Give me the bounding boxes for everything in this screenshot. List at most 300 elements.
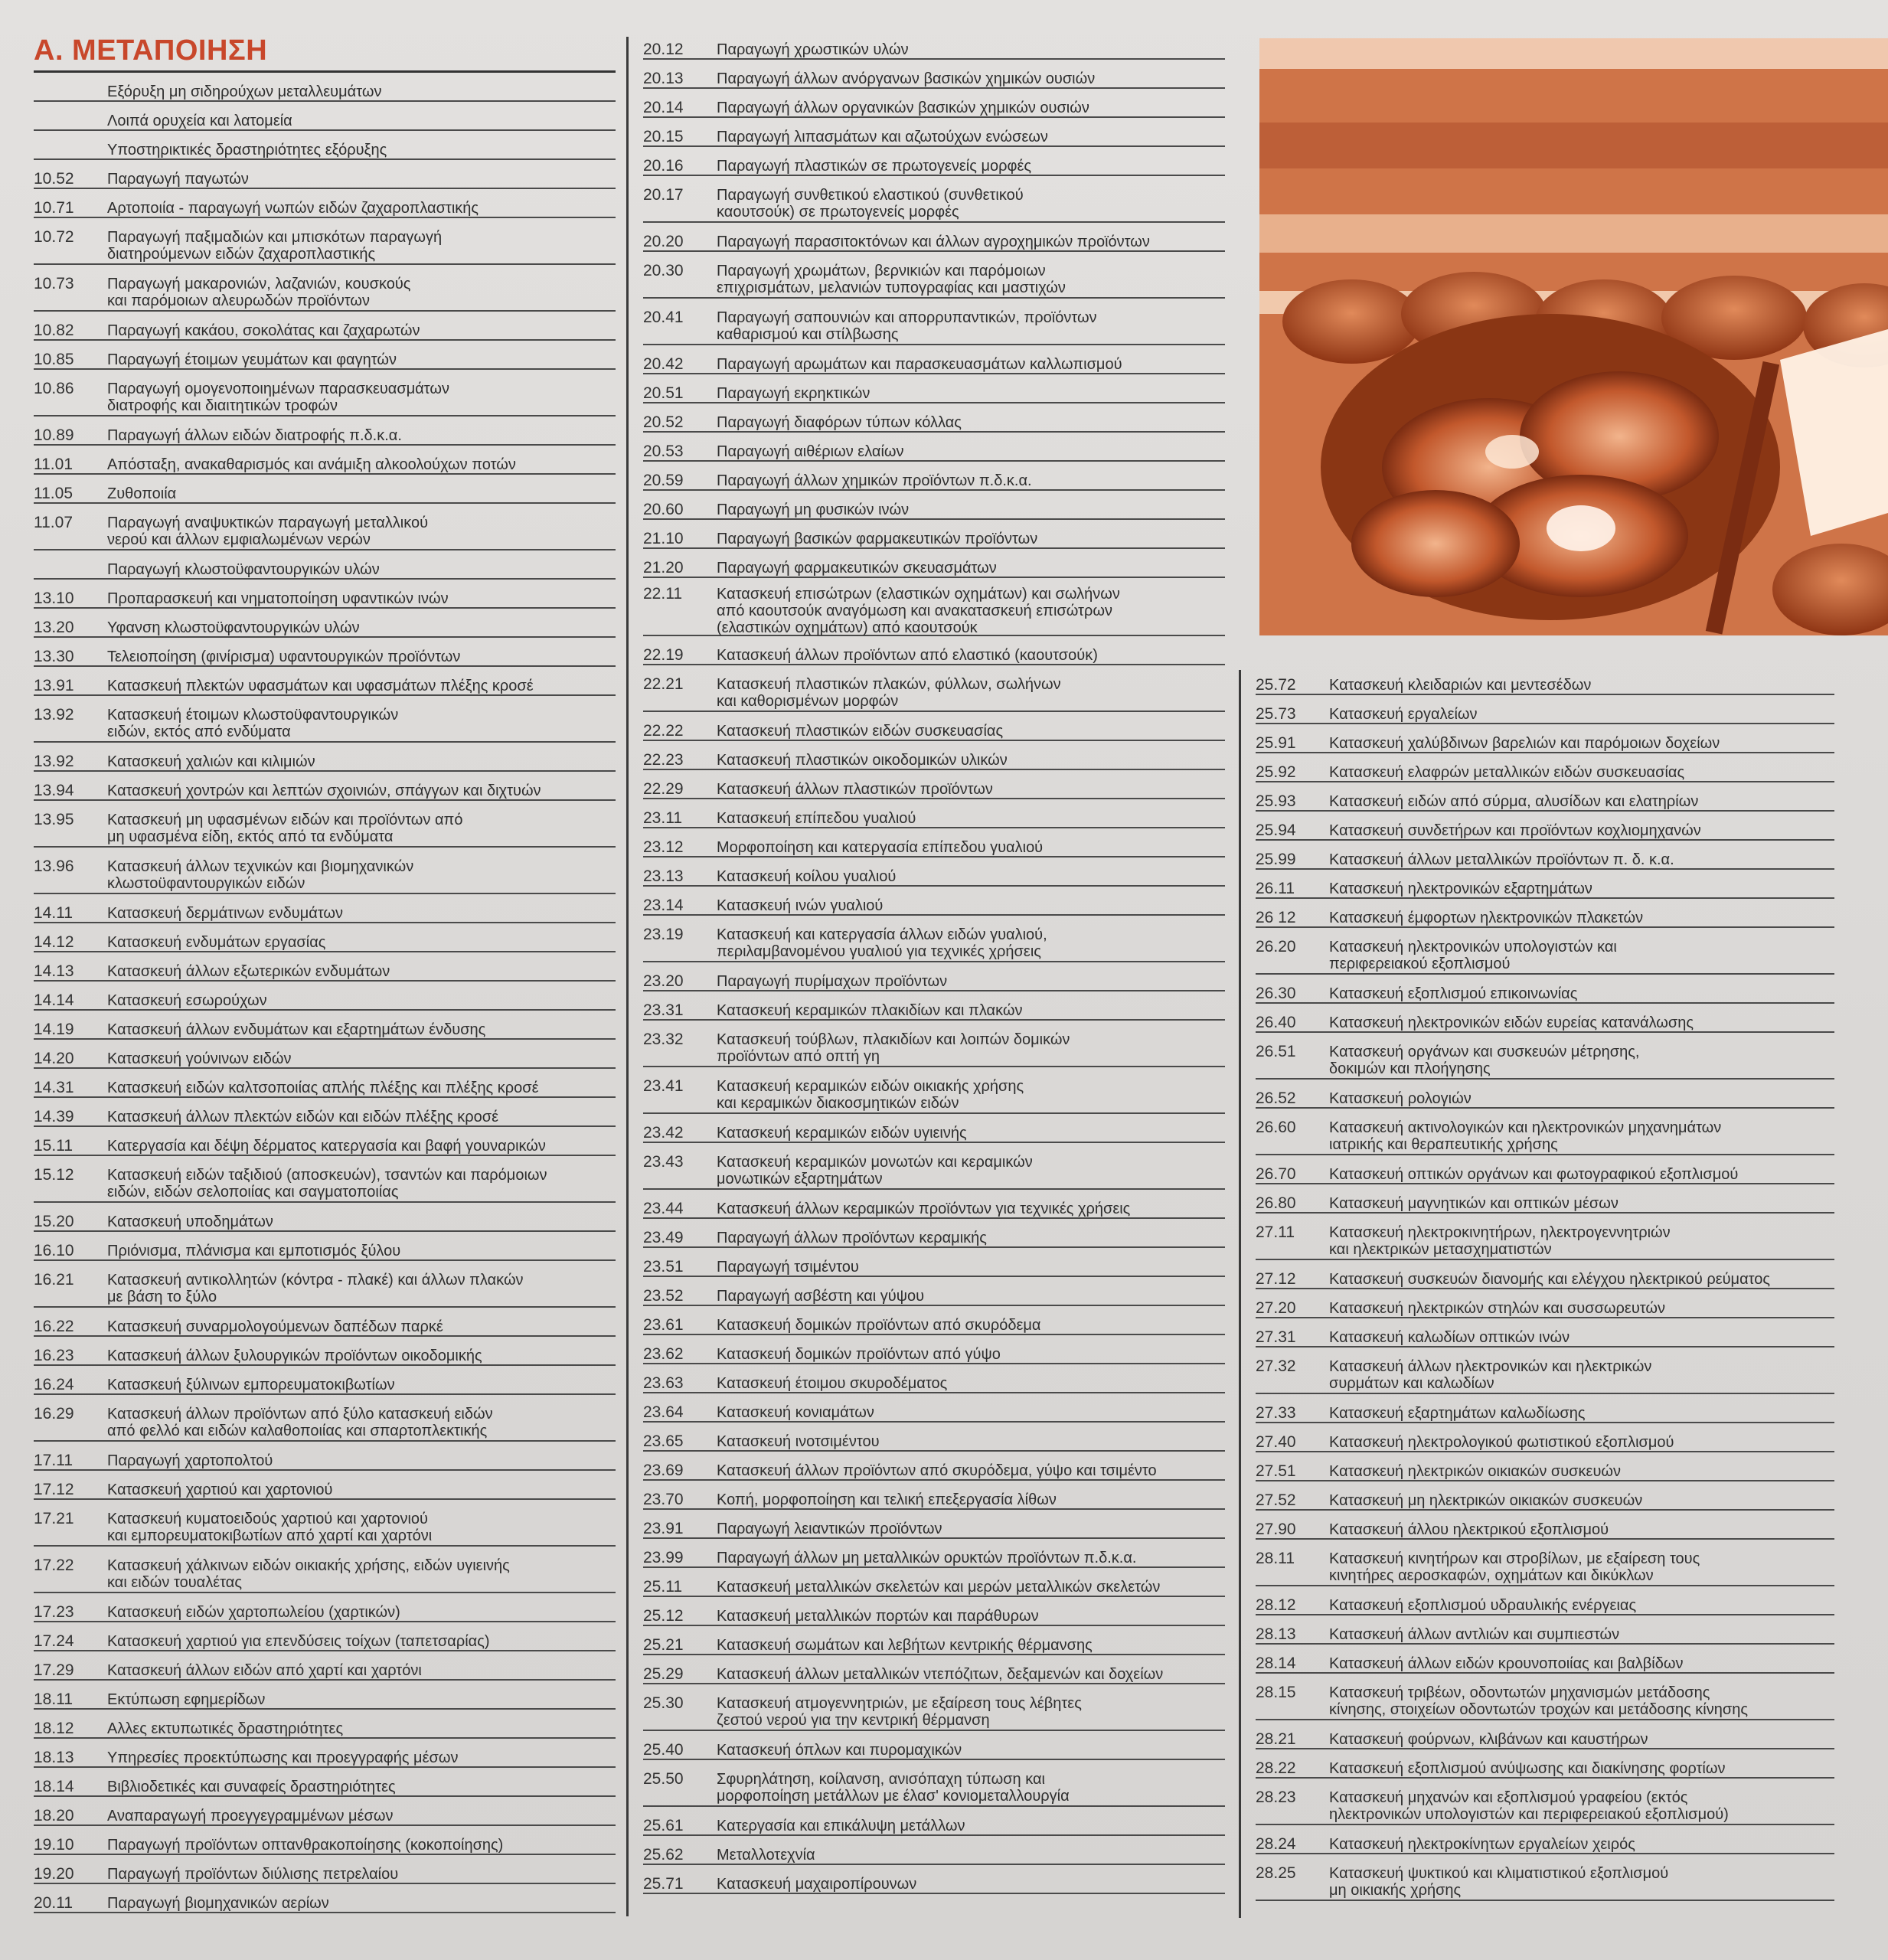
entry-code: 28.11: [1256, 1550, 1295, 1567]
entry-row: [643, 828, 1225, 858]
entry-row: [1256, 812, 1834, 841]
entry-code: 25.91: [1256, 734, 1296, 752]
entry-code: 23.70: [643, 1491, 684, 1508]
entry-code: 15.20: [34, 1213, 74, 1230]
entry-description: Παραγωγή χρωστικών υλών: [717, 41, 909, 58]
entry-row: [1256, 1318, 1834, 1348]
entry-description: Παραγωγή χρωμάτων, βερνικιών και παρόμοιων επιχρισμάτων, μελανιών τυπογραφίας και μαστιχών: [717, 263, 1066, 296]
entry-description: Κατασκευή δομικών προϊόντων από σκυρόδεμα: [717, 1317, 1041, 1334]
entry-code: 23.99: [643, 1549, 684, 1566]
entry-row: [643, 1364, 1225, 1393]
entry-row: [1256, 1109, 1834, 1155]
entry-description: Παραγωγή πυρίμαχων προϊόντων: [717, 973, 948, 990]
entry-description: Κατασκευή άλλων τεχνικών και βιομηχανικών κλωστοϋφαντουργικών ειδών: [107, 858, 414, 892]
entry-code: 20.52: [643, 413, 684, 431]
entry-code: 28.12: [1256, 1596, 1296, 1614]
entry-code: 11.01: [34, 456, 73, 473]
entry-row: [34, 160, 616, 189]
column-3: [1256, 666, 1834, 1901]
entry-row: [34, 1232, 616, 1261]
entry-description: Κατασκευή καλωδίων οπτικών ινών: [1329, 1329, 1570, 1346]
entry-row: [643, 1219, 1225, 1248]
entry-row: [34, 1739, 616, 1768]
entry-row: [34, 1547, 616, 1593]
entry-code: 23.19: [643, 926, 684, 943]
column-3-list: [1256, 666, 1834, 1901]
entry-description: Κατασκευή έτοιμων κλωστοϋφαντουργικών ειδών, εκτός από ενδύματα: [107, 707, 399, 740]
entry-code: 10.89: [34, 426, 74, 444]
entry-description: Κατασκευή μηχανών και εξοπλισμού γραφείου (εκτός ηλεκτρονικών υπολογιστών και περιφερειακού εξοπλισμού): [1329, 1789, 1729, 1823]
entry-code: 28.13: [1256, 1625, 1296, 1643]
entry-description: Κατασκευή ψυκτικού και κλιματιστικού εξοπλισμού μη οικιακής χρήσης: [1329, 1865, 1669, 1899]
entry-description: Πριόνισμα, πλάνισμα και εμποτισμός ξύλου: [107, 1243, 401, 1259]
entry-code: 14.19: [34, 1021, 74, 1038]
entry-description: Παραγωγή αρωμάτων και παρασκευασμάτων καλλωπισμού: [717, 356, 1122, 373]
entry-row: [34, 1855, 616, 1884]
entry-row: [1256, 1674, 1834, 1720]
entry-row: [34, 1768, 616, 1797]
entry-code: 19.10: [34, 1836, 74, 1854]
entry-code: 26.70: [1256, 1165, 1296, 1183]
entry-code: 10.85: [34, 351, 74, 368]
entry-description: Ζυθοποιία: [107, 485, 177, 502]
entry-code: 22.21: [643, 675, 684, 693]
entry-row: [34, 312, 616, 341]
entry-description: Κατασκευή χαρτιού και χαρτονιού: [107, 1481, 333, 1498]
entry-row: [643, 252, 1225, 299]
entry-row: [34, 131, 616, 160]
entry-code: 23.65: [643, 1432, 684, 1450]
entry-code: 22.22: [643, 722, 684, 740]
entry-description: Παραγωγή άλλων οργανικών βασικών χημικών ουσιών: [717, 100, 1089, 116]
entry-description: Κατασκευή μη υφασμένων ειδών και προϊόντων από μη υφασμένα είδη, εκτός από τα ενδύματα: [107, 812, 463, 845]
entry-description: Αλλες εκτυπωτικές δραστηριότητες: [107, 1720, 344, 1737]
entry-description: Κατασκευή οργάνων και συσκευών μέτρησης, δοκιμών και πλοήγησης: [1329, 1044, 1640, 1077]
entry-row: [643, 1655, 1225, 1684]
entry-description: Κατασκευή εσωρούχων: [107, 992, 267, 1009]
entry-description: Κατασκευή συναρμολογούμενων δαπέδων παρκέ: [107, 1318, 443, 1335]
entry-code: 18.14: [34, 1778, 74, 1795]
entry-description: Κατασκευή άλλων εξωτερικών ενδυμάτων: [107, 963, 390, 980]
entry-code: 23.62: [643, 1345, 684, 1363]
entry-description: Κατασκευή ηλεκτροκίνητων εργαλείων χειρός: [1329, 1836, 1635, 1853]
column-1-list: [34, 73, 616, 1913]
entry-description: Εξόρυξη μη σιδηρούχων μεταλλευμάτων: [107, 83, 382, 100]
entry-code: 16.10: [34, 1242, 74, 1259]
entry-code: 14.13: [34, 962, 74, 980]
entry-row: [34, 801, 616, 848]
entry-description: Παραγωγή άλλων μη μεταλλικών ορυκτών προϊόντων π.δ.κ.α.: [717, 1550, 1137, 1566]
entry-code: 25.11: [643, 1578, 682, 1596]
entry-row: [34, 952, 616, 982]
entry-row: [1256, 1854, 1834, 1901]
entry-description: Υπηρεσίες προεκτύπωσης και προεγγραφής μέσων: [107, 1749, 459, 1766]
entry-code: 20.20: [643, 233, 684, 250]
entry-row: [643, 345, 1225, 374]
entry-description: Παραγωγή αναψυκτικών παραγωγή μεταλλικού νερού και άλλων εμφιαλωμένων νερών: [107, 514, 429, 548]
entry-code: 27.20: [1256, 1299, 1296, 1317]
entry-code: 23.49: [643, 1229, 684, 1246]
entry-code: 27.12: [1256, 1270, 1296, 1288]
entry-row: [643, 1190, 1225, 1219]
entry-description: Κατασκευή έμφορτων ηλεκτρονικών πλακετών: [1329, 910, 1644, 926]
entry-code: 25.93: [1256, 792, 1296, 810]
entry-description: Παραγωγή άλλων ειδών διατροφής π.δ.κ.α.: [107, 427, 402, 444]
entry-row: [34, 1884, 616, 1913]
entry-row: [643, 887, 1225, 916]
entry-row: [643, 403, 1225, 433]
entry-code: 10.82: [34, 322, 74, 339]
entry-description: Κατασκευή μεταλλικών πορτών και παράθυρων: [717, 1608, 1039, 1625]
entry-description: Παραγωγή σαπουνιών και απορρυπαντικών, προϊόντων καθαρισμού και στίλβωσης: [717, 309, 1097, 343]
entry-description: Παραγωγή μη φυσικών ινών: [717, 501, 910, 518]
entry-code: 17.11: [34, 1452, 73, 1469]
entry-code: 28.15: [1256, 1684, 1296, 1701]
entry-description: Κατασκευή άλλων ειδών κρουνοποιίας και βαλβίδων: [1329, 1655, 1684, 1672]
entry-description: Κατασκευή άλλων ειδών από χαρτί και χαρτόνι: [107, 1662, 422, 1679]
entry-description: Κατασκευή επισώτρων (ελαστικών οχημάτων) και σωλήνων από καουτσούκ αναγόμωση και ανακατασκευή επισώτρων (ελαστικών οχημάτων) από καουτσούκ: [717, 586, 1120, 636]
entry-row: [643, 1568, 1225, 1597]
entry-code: 23.41: [643, 1077, 684, 1095]
entry-row: [643, 1393, 1225, 1423]
entry-row: [1256, 1214, 1834, 1260]
entry-code: 15.12: [34, 1166, 74, 1184]
entry-description: Κατασκευή ινοτσιμέντου: [717, 1433, 880, 1450]
entry-description: Κατασκευή σωμάτων και λεβήτων κεντρικής θέρμανσης: [717, 1637, 1093, 1654]
entry-code: 20.17: [643, 186, 684, 204]
entry-row: [643, 636, 1225, 665]
entry-description: Κατασκευή μαγνητικών και οπτικών μέσων: [1329, 1195, 1619, 1212]
entry-row: [1256, 1289, 1834, 1318]
entry-code: 25.30: [643, 1694, 684, 1712]
entry-code: 13.96: [34, 858, 74, 875]
entry-description: Κατασκευή επίπεδου γυαλιού: [717, 810, 916, 827]
entry-row: [34, 1500, 616, 1547]
entry-code: 22.23: [643, 751, 684, 769]
entry-description: Κατασκευή χοντρών και λεπτών σχοινιών, σπάγγων και διχτυών: [107, 782, 541, 799]
entry-row: [643, 118, 1225, 147]
entry-row: [643, 1277, 1225, 1306]
entry-row: [643, 433, 1225, 462]
entry-code: 25.73: [1256, 705, 1296, 723]
entry-description: Κατασκευή δερμάτινων ενδυμάτων: [107, 905, 344, 922]
entry-description: Κατασκευή εξαρτημάτων καλωδίωσης: [1329, 1405, 1586, 1422]
entry-row: [1256, 1423, 1834, 1452]
entry-code: 18.12: [34, 1720, 74, 1737]
entry-row: [643, 712, 1225, 741]
entry-code: 23.44: [643, 1200, 684, 1217]
entry-row: [643, 916, 1225, 962]
entry-description: Κατασκευή άλλων πλαστικών προϊόντων: [717, 781, 993, 798]
entry-description: Κατασκευή ηλεκτρολογικού φωτιστικού εξοπλισμού: [1329, 1434, 1674, 1451]
entry-description: Κατασκευή εξοπλισμού ανύψωσης και διακίνησης φορτίων: [1329, 1760, 1726, 1777]
entry-code: 27.31: [1256, 1328, 1296, 1346]
entry-row: [34, 743, 616, 772]
entry-row: [34, 1203, 616, 1232]
entry-code: 11.05: [34, 485, 73, 502]
entry-code: 14.12: [34, 933, 74, 951]
entry-code: 20.51: [643, 384, 684, 402]
entry-description: Κατασκευή όπλων και πυρομαχικών: [717, 1742, 962, 1759]
entry-description: Κατασκευή χαλιών και κιλιμιών: [107, 753, 315, 770]
entry-row: [643, 962, 1225, 991]
entry-description: Παραγωγή λιπασμάτων και αζωτούχων ενώσεων: [717, 129, 1048, 145]
entry-code: 27.52: [1256, 1491, 1296, 1509]
entry-row: [34, 341, 616, 370]
entry-description: Κατασκευή πλεκτών υφασμάτων και υφασμάτων πλέξης κροσέ: [107, 678, 534, 694]
entry-row: [34, 1826, 616, 1855]
entry-code: 16.29: [34, 1405, 74, 1423]
entry-row: [1256, 1348, 1834, 1394]
entry-description: Κατασκευή άλλων προϊόντων από ελαστικό (καουτσούκ): [717, 647, 1098, 664]
entry-code: 16.23: [34, 1347, 74, 1364]
entry-code: 13.30: [34, 648, 74, 665]
entry-row: [34, 1337, 616, 1366]
entry-code: 20.41: [643, 309, 684, 326]
entry-description: Μεταλλοτεχνία: [717, 1847, 815, 1864]
entry-row: [643, 991, 1225, 1021]
entry-code: 10.52: [34, 170, 74, 188]
entry-row: [34, 504, 616, 550]
entry-row: [1256, 1720, 1834, 1749]
entry-row: [34, 1593, 616, 1622]
entry-code: 10.86: [34, 380, 74, 397]
entry-code: 14.20: [34, 1050, 74, 1067]
entry-description: Κοπή, μορφοποίηση και τελική επεξεργασία λίθων: [717, 1491, 1057, 1508]
entry-code: 14.11: [34, 904, 73, 922]
entry-row: [643, 1597, 1225, 1626]
entry-description: Υφανση κλωστοϋφαντουργικών υλών: [107, 619, 360, 636]
entry-row: [34, 1098, 616, 1127]
entry-description: Κατασκευή ελαφρών μεταλλικών ειδών συσκευασίας: [1329, 764, 1685, 781]
entry-row: [643, 89, 1225, 118]
entry-row: [643, 1731, 1225, 1760]
entry-description: Παραγωγή συνθετικού ελαστικού (συνθετικού καουτσούκ) σε πρωτογενείς μορφές: [717, 187, 1024, 220]
entry-code: 20.53: [643, 443, 684, 460]
entry-row: [34, 580, 616, 609]
entry-row: [643, 1836, 1225, 1865]
entry-row: [643, 374, 1225, 403]
entry-code: 28.21: [1256, 1730, 1296, 1748]
entry-description: Παραγωγή βασικών φαρμακευτικών προϊόντων: [717, 531, 1038, 547]
entry-row: [1256, 841, 1834, 870]
entry-code: 10.71: [34, 199, 74, 217]
entry-description: Παραγωγή παξιμαδιών και μπισκότων παραγωγή διατηρούμενων ειδών ζαχαροπλαστικής: [107, 229, 443, 263]
entry-row: [1256, 1586, 1834, 1615]
entry-description: Κατασκευή μη ηλεκτρικών οικιακών συσκευών: [1329, 1492, 1643, 1509]
bread-basket-photo: [1259, 38, 1888, 635]
entry-code: 23.51: [643, 1258, 684, 1276]
entry-row: [34, 1308, 616, 1337]
entry-description: Κατασκευή κινητήρων και στροβίλων, με εξαίρεση τους κινητήρες αεροσκαφών, οχημάτων και δικύκλων: [1329, 1550, 1700, 1584]
entry-row: [34, 923, 616, 952]
entry-row: [34, 1156, 616, 1203]
entry-description: Παραγωγή τσιμέντου: [717, 1259, 859, 1276]
entry-code: 25.12: [643, 1607, 684, 1625]
entry-row: [1256, 782, 1834, 812]
entry-code: 16.24: [34, 1376, 74, 1393]
entry-code: 20.30: [643, 262, 684, 279]
entry-code: 13.92: [34, 753, 74, 770]
entry-description: Κατασκευή μαχαιροπίρουνων: [717, 1876, 917, 1893]
entry-description: Παραγωγή παγωτών: [107, 171, 249, 188]
entry-code: 17.23: [34, 1603, 74, 1621]
entry-description: Αρτοποιία - παραγωγή νωπών ειδών ζαχαροπλαστικής: [107, 200, 479, 217]
entry-row: [1256, 666, 1834, 695]
entry-row: [1256, 1033, 1834, 1080]
entry-description: Παραγωγή κακάου, σοκολάτας και ζαχαρωτών: [107, 322, 420, 339]
entry-description: Κατασκευή εξοπλισμού υδραυλικής ενέργειας: [1329, 1597, 1637, 1614]
entry-row: [34, 475, 616, 504]
entry-code: 16.21: [34, 1271, 74, 1289]
entry-row: [1256, 1645, 1834, 1674]
entry-code: 18.13: [34, 1749, 74, 1766]
entry-description: Παραγωγή εκρηκτικών: [717, 385, 871, 402]
entry-row: [34, 265, 616, 312]
entry-description: Κατασκευή κεραμικών πλακιδίων και πλακών: [717, 1002, 1023, 1019]
entry-code: 23.20: [643, 972, 684, 990]
entry-code: 23.13: [643, 867, 684, 885]
entry-row: [643, 31, 1225, 60]
entry-code: 26.80: [1256, 1194, 1296, 1212]
column-divider-2: [1239, 670, 1241, 1918]
entry-code: 13.10: [34, 590, 74, 607]
entry-description: Παραγωγή διαφόρων τύπων κόλλας: [717, 414, 962, 431]
entry-row: [1256, 1452, 1834, 1481]
entry-code: 27.40: [1256, 1433, 1296, 1451]
entry-code: 17.22: [34, 1557, 74, 1574]
entry-code: 23.14: [643, 897, 684, 914]
section-title: Α. ΜΕΤΑΠΟΙΗΣΗ: [34, 31, 616, 73]
entry-description: Κατασκευή ειδών από σύρμα, αλυσίδων και ελατηρίων: [1329, 793, 1699, 810]
entry-description: Παραγωγή πλαστικών σε πρωτογενείς μορφές: [717, 158, 1031, 175]
entry-description: Αναπαραγωγή προεγγεγραμμένων μέσων: [107, 1808, 394, 1824]
entry-row: [34, 1395, 616, 1442]
entry-code: 20.11: [34, 1894, 73, 1912]
entry-description: Κατασκευή άλλων αντλιών και συμπιεστών: [1329, 1626, 1620, 1643]
entry-code: 14.39: [34, 1108, 74, 1125]
entry-code: 21.10: [643, 530, 684, 547]
entry-description: Παραγωγή έτοιμων γευμάτων και φαγητών: [107, 351, 397, 368]
entry-description: Παραγωγή φαρμακευτικών σκευασμάτων: [717, 560, 997, 577]
entry-code: 20.59: [643, 472, 684, 489]
entry-code: 19.20: [34, 1865, 74, 1883]
entry-description: Εκτύπωση εφημερίδων: [107, 1691, 266, 1708]
entry-row: [643, 1452, 1225, 1481]
entry-code: 10.72: [34, 228, 74, 246]
entry-description: Κατασκευή κεραμικών μονωτών και κεραμικών μονωτικών εξαρτημάτων: [717, 1154, 1033, 1187]
entry-description: Τελειοποίηση (φινίρισμα) υφαντουργικών προϊόντων: [107, 648, 461, 665]
entry-description: Απόσταξη, ανακαθαρισμός και ανάμιξη αλκοολούχων ποτών: [107, 456, 516, 473]
entry-description: Κατασκευή εργαλείων: [1329, 706, 1478, 723]
entry-row: [643, 147, 1225, 176]
entry-code: 25.92: [1256, 763, 1296, 781]
entry-row: [1256, 1779, 1834, 1825]
entry-code: 27.33: [1256, 1404, 1296, 1422]
entry-row: [643, 741, 1225, 770]
entry-code: 27.90: [1256, 1521, 1296, 1538]
entry-description: Βιβλιοδετικές και συναφείς δραστηριότητες: [107, 1779, 396, 1795]
entry-description: Κατασκευή άλλων ενδυμάτων και εξαρτημάτων ένδυσης: [107, 1021, 486, 1038]
entry-description: Κατασκευή άλλων προϊόντων από ξύλο κατασκευή ειδών από φελλό και ειδών καλαθοποιίας και σπαρτοπλεκτικής: [107, 1406, 493, 1439]
entry-description: Παραγωγή παρασιτοκτόνων και άλλων αγροχημικών προϊόντων: [717, 234, 1150, 250]
entry-row: [34, 1651, 616, 1681]
entry-code: 17.12: [34, 1481, 74, 1498]
entry-row: [643, 299, 1225, 345]
entry-row: [643, 462, 1225, 491]
entry-description: Κατασκευή ειδών χαρτοπωλείου (χαρτικών): [107, 1604, 400, 1621]
entry-row: [1256, 870, 1834, 899]
entry-description: Κατασκευή ξύλινων εμπορευματοκιβωτίων: [107, 1377, 395, 1393]
entry-row: [1256, 1184, 1834, 1214]
column-1: [34, 31, 616, 1913]
entry-description: Κατασκευή άλλων προϊόντων από σκυρόδεμα, γύψο και τσιμέντο: [717, 1462, 1157, 1479]
entry-code: 26.11: [1256, 880, 1295, 897]
entry-row: [34, 667, 616, 696]
entry-code: 13.95: [34, 811, 74, 828]
entry-code: 27.11: [1256, 1223, 1295, 1241]
entry-code: 21.20: [643, 559, 684, 577]
entry-description: Κατασκευή χάλκινων ειδών οικιακής χρήσης, ειδών υγιεινής και ειδών τουαλέτας: [107, 1557, 510, 1591]
entry-description: Παραγωγή χαρτοπολτού: [107, 1452, 273, 1469]
entry-description: Παραγωγή αιθέριων ελαίων: [717, 443, 904, 460]
entry-row: [643, 1306, 1225, 1335]
entry-description: Κατασκευή κλειδαριών και μεντεσέδων: [1329, 677, 1592, 694]
entry-description: Κατασκευή μεταλλικών σκελετών και μερών μεταλλικών σκελετών: [717, 1579, 1161, 1596]
entry-code: 23.61: [643, 1316, 684, 1334]
entry-code: 11.07: [34, 514, 73, 531]
entry-description: Κατασκευή ειδών καλτσοποιίας απλής πλέξης και πλέξης κροσέ: [107, 1080, 539, 1096]
entry-row: [643, 1626, 1225, 1655]
entry-description: Κατασκευή συνδετήρων και προϊόντων κοχλιομηχανών: [1329, 822, 1701, 839]
entry-row: [34, 370, 616, 416]
entry-code: 20.13: [643, 70, 684, 87]
entry-code: 13.92: [34, 706, 74, 724]
entry-code: 26.60: [1256, 1119, 1296, 1136]
entry-description: Μορφοποίηση και κατεργασία επίπεδου γυαλιού: [717, 839, 1044, 856]
entry-row: [643, 1481, 1225, 1510]
entry-description: Παραγωγή κλωστοϋφαντουργικών υλών: [107, 561, 380, 578]
entry-row: [34, 73, 616, 102]
entry-row: [1256, 1825, 1834, 1854]
entry-description: Κατασκευή ειδών ταξιδιού (αποσκευών), τσαντών και παρόμοιων ειδών, ειδών σελοποιίας και σαγματοποιίας: [107, 1167, 547, 1200]
entry-code: 14.31: [34, 1079, 74, 1096]
entry-description: Παραγωγή βιομηχανικών αερίων: [107, 1895, 329, 1912]
entry-row: [34, 218, 616, 265]
entry-row: [643, 1143, 1225, 1190]
entry-description: Παραγωγή άλλων χημικών προϊόντων π.δ.κ.α.: [717, 472, 1032, 489]
entry-code: 25.29: [643, 1665, 684, 1683]
entry-code: 23.64: [643, 1403, 684, 1421]
entry-description: Κατασκευή γούνινων ειδών: [107, 1050, 292, 1067]
entry-row: [34, 1127, 616, 1156]
entry-description: Κατασκευή ακτινολογικών και ηλεκτρονικών μηχανημάτων ιατρικής και θεραπευτικής χρήσης: [1329, 1119, 1722, 1153]
entry-description: Κατασκευή χαλύβδινων βαρελιών και παρόμοιων δοχείων: [1329, 735, 1720, 752]
entry-row: [34, 772, 616, 801]
entry-description: Κατασκευή χαρτιού για επενδύσεις τοίχων (ταπετσαρίας): [107, 1633, 490, 1650]
entry-row: [1256, 1749, 1834, 1779]
column-2: [643, 31, 1225, 1894]
entry-row: [643, 1423, 1225, 1452]
entry-description: Κατασκευή ηλεκτρικών οικιακών συσκευών: [1329, 1463, 1621, 1480]
entry-row: [643, 665, 1225, 712]
entry-description: Κατασκευή ηλεκτρονικών υπολογιστών και περιφερειακού εξοπλισμού: [1329, 939, 1617, 972]
entry-description: Παραγωγή ομογενοποιημένων παρασκευασμάτων διατροφής και διαιτητικών τροφών: [107, 381, 450, 414]
entry-row: [1256, 975, 1834, 1004]
entry-code: 23.32: [643, 1031, 684, 1048]
entry-description: Κατασκευή κοίλου γυαλιού: [717, 868, 897, 885]
entry-description: Υποστηρικτικές δραστηριότητες εξόρυξης: [107, 142, 387, 158]
